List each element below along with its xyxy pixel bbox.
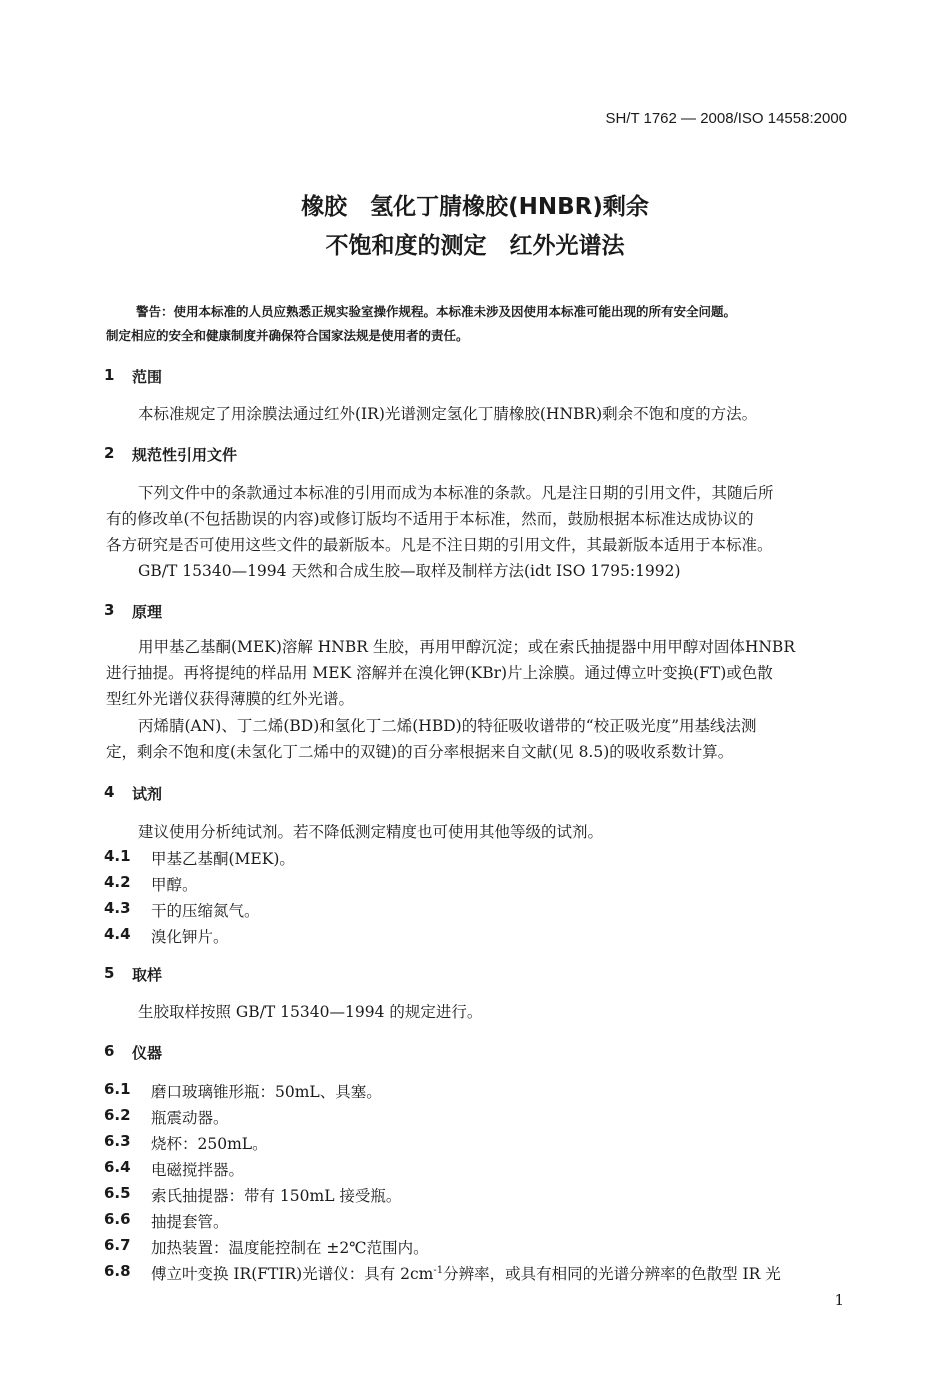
document-title-line-1: 橡胶 氢化丁腈橡胶(HNBR)剩余 [301, 194, 649, 220]
list-item-text: 烧杯：250mL。 [151, 1135, 268, 1153]
section-2-paragraph-line-3: 各方研究是否可使用这些文件的最新版本。凡是不注日期的引用文件，其最新版本适用于本标准。 [106, 536, 773, 554]
section-4-paragraph: 建议使用分析纯试剂。若不降低测定精度也可使用其他等级的试剂。 [138, 823, 604, 841]
section-4-title: 试剂 [132, 785, 163, 803]
list-item-text: 甲基乙基酮(MEK)。 [151, 850, 295, 868]
section-2-number: 2 [104, 444, 115, 462]
list-item-number: 6.4 [104, 1158, 131, 1176]
section-2-title: 规范性引用文件 [132, 446, 238, 464]
section-2-paragraph-line-2: 有的修改单(不包括勘误的内容)或修订版均不适用于本标准，然而，鼓励根据本标准达成协议的 [106, 510, 754, 528]
list-item-text [151, 1262, 781, 1284]
list-item-number: 4.4 [104, 925, 131, 943]
list-item-number: 4.3 [104, 899, 131, 917]
section-3-paragraph-1-line-3: 型红外光谱仪获得薄膜的红外光谱。 [106, 690, 355, 708]
section-6-number: 6 [104, 1042, 115, 1060]
section-2-reference: GB/T 15340—1994 天然和合成生胶—取样及制样方法(idt ISO 1795:1992) [138, 562, 681, 580]
list-item-text: 电磁搅拌器。 [151, 1161, 245, 1179]
list-item-text: 瓶震动器。 [151, 1109, 229, 1127]
section-3-number: 3 [104, 601, 115, 619]
list-item-number: 4.1 [104, 847, 131, 865]
page-number: 1 [834, 1291, 844, 1309]
list-item-text: 溴化钾片。 [151, 928, 229, 946]
section-2-paragraph-line-1: 下列文件中的条款通过本标准的引用而成为本标准的条款。凡是注日期的引用文件，其随后所 [138, 484, 774, 502]
section-3-title: 原理 [132, 603, 163, 621]
section-1-paragraph: 本标准规定了用涂膜法通过红外(IR)光谱测定氢化丁腈橡胶(HNBR)剩余不饱和度的方法。 [138, 405, 758, 423]
section-6-title: 仪器 [132, 1044, 163, 1062]
standard-code: SH/T 1762 — 2008/ISO 14558:2000 [605, 110, 847, 127]
list-item-text-part: 傅立叶变换 IR(FTIR)光谱仪：具有 2cm [151, 1265, 434, 1283]
section-5-paragraph: 生胶取样按照 GB/T 15340—1994 的规定进行。 [138, 1003, 483, 1021]
section-3-paragraph-1-line-1: 用甲基乙基酮(MEK)溶解 HNBR 生胶，再用甲醇沉淀；或在索氏抽提器中用甲醇对固体HNBR [138, 638, 795, 656]
list-item-number: 6.6 [104, 1210, 131, 1228]
list-item-number: 4.2 [104, 873, 131, 891]
section-1-number: 1 [104, 366, 115, 384]
section-3-paragraph-1-line-2: 进行抽提。再将提纯的样品用 MEK 溶解并在溴化钾(KBr)片上涂膜。通过傅立叶变换(FT)或色散 [106, 664, 773, 682]
list-item-number: 6.8 [104, 1262, 131, 1280]
list-item-text: 加热装置：温度能控制在 ±2℃范围内。 [151, 1239, 429, 1257]
section-5-title: 取样 [132, 966, 163, 984]
warning-line-1: 警告：使用本标准的人员应熟悉正规实验室操作规程。本标准未涉及因使用本标准可能出现的所有安全问题。 [136, 304, 737, 319]
list-item-number: 6.3 [104, 1132, 131, 1150]
list-item-number: 6.1 [104, 1080, 131, 1098]
list-item-text: 干的压缩氮气。 [151, 902, 260, 920]
section-1-title: 范围 [132, 368, 163, 386]
warning-line-2: 制定相应的安全和健康制度并确保符合国家法规是使用者的责任。 [106, 328, 469, 343]
document-title-line-2: 不饱和度的测定 红外光谱法 [325, 233, 625, 259]
list-item-text: 甲醇。 [151, 876, 198, 894]
list-item-number: 6.7 [104, 1236, 131, 1254]
list-item-text-part: 分辨率，或具有相同的光谱分辨率的色散型 IR 光 [443, 1265, 781, 1283]
section-4-number: 4 [104, 783, 115, 801]
list-item-text: 索氏抽提器：带有 150mL 接受瓶。 [151, 1187, 402, 1205]
list-item-text: 磨口玻璃锥形瓶：50mL、具塞。 [151, 1083, 382, 1101]
section-3-paragraph-2-line-2: 定，剩余不饱和度(未氢化丁二烯中的双键)的百分率根据来自文献(见 8.5)的吸收系数计算。 [106, 743, 734, 761]
section-5-number: 5 [104, 964, 115, 982]
superscript: -1 [433, 1264, 444, 1276]
list-item-number: 6.2 [104, 1106, 131, 1124]
list-item-number: 6.5 [104, 1184, 131, 1202]
section-3-paragraph-2-line-1: 丙烯腈(AN)、丁二烯(BD)和氢化丁二烯(HBD)的特征吸收谱带的“校正吸光度”用基线法测 [138, 717, 757, 735]
list-item-text: 抽提套管。 [151, 1213, 229, 1231]
